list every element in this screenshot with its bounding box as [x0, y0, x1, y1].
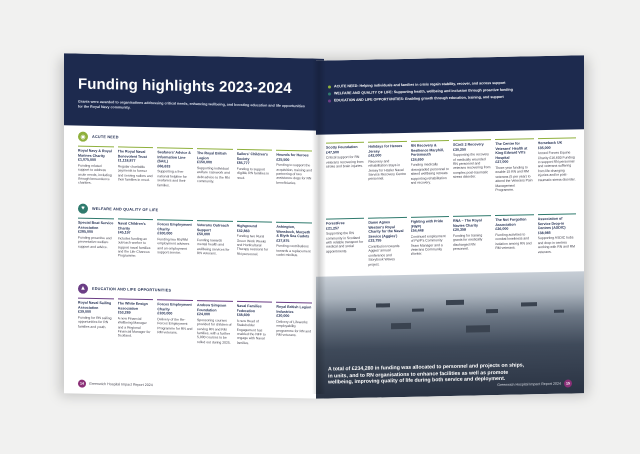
grant-description: Funding to support eligible RN families in need. [236, 166, 270, 180]
grant-name: Veterans Outreach Support [197, 223, 229, 232]
grant-card [453, 215, 491, 265]
grant-card [276, 302, 312, 347]
grant-card [411, 216, 449, 266]
grant-amount: £66,633 [157, 164, 171, 169]
right-page-header [316, 55, 584, 135]
left-page-header [64, 53, 324, 130]
grant-name: The Royal British Legion [197, 151, 227, 160]
grant-description: Delivery of the Re-Forces Employment Programme for RN and RM veterans. [157, 317, 193, 335]
acute-need-grid [78, 146, 312, 191]
ship-icon [391, 323, 411, 329]
grant-description: Supporting a free national helpline for seafarers and their families. [157, 169, 187, 188]
grant-card [495, 214, 533, 264]
grant-name: Royal Naval Sailing Association [78, 300, 112, 310]
grant-amount: £100,000 [157, 231, 173, 236]
grant-description: Funding contributions towards a replacement cadet minibus. [276, 244, 311, 258]
bullet-dot-icon [328, 92, 331, 95]
grant-card [197, 148, 233, 189]
grant-card [78, 298, 114, 343]
grant-description: Funding for RN sailing opportunities for RN families and youth. [78, 315, 112, 329]
right-page [316, 55, 584, 399]
grant-amount: £48,609 [236, 313, 250, 318]
grant-amount: £54,448 [410, 228, 424, 234]
grant-name: Dame Agnes Weston's Royal Charity for the Naval Service (Aggies') [368, 220, 404, 239]
grant-name: Seafarers' Advice & Information Line (SAIL) [157, 150, 191, 164]
grant-amount: £24,000 [197, 312, 210, 317]
ship-icon [346, 308, 356, 311]
grant-description: Recovery and rehabilitation stays in Jersey for Hasler Naval Service Recovery Centre personnel. [368, 159, 407, 182]
grant-card [368, 141, 406, 195]
grant-name: The Not Forgotten Association [495, 217, 527, 227]
left-page-footer [78, 380, 153, 390]
legend-text: EDUCATION AND LIFE OPPORTUNITIES: Enabling growth through education, training, and support [334, 94, 504, 103]
grant-amount: £37,875 [276, 238, 290, 243]
grant-name: Royal Navy & Royal Marines Charity [78, 148, 112, 158]
grant-amount: £42,863 [236, 228, 250, 233]
section-label: EDUCATION AND LIFE OPPORTUNITIES [92, 286, 172, 293]
grant-description: Funding towards mental health and wellbeing services for RN veterans. [197, 237, 230, 256]
section-acute-need [78, 132, 119, 143]
ship-icon [486, 309, 498, 313]
page-number: 14 [78, 380, 86, 388]
grant-name: Holidays for Heroes Jersey [368, 143, 403, 154]
grant-name: Andrew Simpson Foundation [197, 303, 227, 313]
grant-description: Funding medically downgraded personnel to attend wellbeing retreats supporting rehabilitation and recovery. [410, 162, 449, 185]
ship-icon [376, 303, 390, 307]
ship-icon [521, 302, 537, 306]
grant-amount: £150,000 [197, 160, 212, 165]
grant-amount: £100,000 [157, 311, 173, 316]
left-page [64, 53, 324, 398]
grant-amount: £47,500 [326, 149, 339, 155]
footer-text: Greenwich Hospital Impact Report 2024 [497, 381, 561, 388]
grant-name: Fighting with Pride (FWP) [410, 219, 443, 229]
grant-amount: £1,075,000 [78, 157, 96, 163]
graduation-cap-icon: ▲ [78, 284, 88, 294]
grant-description: Funding activities to combat loneliness and isolation among RN and RM veterans. [495, 232, 532, 251]
grant-amount: £53,289 [117, 310, 131, 315]
page-intro: Grants were awarded to organisations addressing critical needs, enhancing wellbeing, and boosting education and life opportunities for the Royal Navy community. [78, 99, 305, 110]
book-gutter [312, 60, 326, 394]
grant-name: Naval Families Federation [236, 303, 262, 313]
grant-card [368, 217, 406, 267]
grant-description: Delivery of Lifeworks employability programme for RN and RM veterans. [276, 319, 312, 338]
grant-card [276, 150, 312, 191]
grant-card [538, 137, 576, 191]
grant-name: Ashington, Wansbeck, Morpeth & Blyth Sea Cadets [276, 224, 311, 239]
welfare-grid [78, 218, 312, 263]
grant-name: ForestFree [326, 221, 345, 226]
grant-name: RNA – The Royal Navies Charity [452, 218, 482, 228]
grant-amount: £38,985 [537, 230, 551, 235]
grant-card [411, 140, 449, 194]
grant-description: Critical support for RN veterans recovering from stroke and brain injuries. [326, 155, 364, 169]
ship-icon [446, 300, 464, 305]
grant-description: Sponsoring courses provided for children of serving RN and RM families, with a further 5,000 courses to be rolled out during 2025. [197, 317, 232, 345]
grant-card [326, 142, 364, 196]
grant-description: Supporting the RN community in Scotland with reliable transport for medical and social appointments. [326, 231, 364, 254]
bullet-dot-icon [328, 99, 331, 102]
grant-card [453, 139, 491, 193]
grant-name: Hounds for Heroes [276, 152, 309, 158]
footer-text: Greenwich Hospital Impact Report 2024 [89, 381, 153, 388]
grant-amount: £20,358 [452, 227, 466, 233]
grant-description: Funding two RN/RM employment advisers and an employment support service. [157, 237, 190, 255]
grant-description: Supporting individual welfare casework and debt advice to the RN community. [197, 165, 230, 184]
ship-icon [554, 310, 564, 313]
grant-amount: £25,500 [276, 157, 290, 162]
acute-need-grid-continued [326, 137, 576, 196]
section-label: WELFARE AND QUALITY OF LIFE [92, 206, 159, 213]
category-legend [328, 79, 576, 105]
grant-description: Funding proactive and preventative welfare support and advice. [78, 235, 112, 249]
grant-card [326, 218, 364, 268]
grant-card [237, 149, 273, 190]
legend-text: ACUTE NEED: Helping individuals and families in crisis regain stability, recover, and access support [334, 80, 506, 89]
grant-description: Funding to support the acquisition, training and partnering of two assistance dogs for RN beneficiaries. [276, 162, 312, 185]
section-label: ACUTE NEED [92, 134, 119, 140]
grant-card [118, 298, 154, 343]
grant-name: Forces Employment Charity [157, 302, 192, 312]
grant-amount: £30,000 [276, 313, 290, 319]
grant-name: RN Recovery & Resilience Maryhill, Portsmouth [410, 143, 445, 158]
grant-amount: £42,000 [368, 153, 382, 158]
grant-description: Funding two Rural Green Work Weeks and Horticultural Therapy sessions for RN personnel. [236, 234, 269, 257]
grant-name: Naval Children's Charity [117, 221, 146, 231]
page-title: Funding highlights 2023-2024 [78, 75, 292, 98]
grant-amount: £21,257 [326, 225, 339, 231]
grant-card [118, 146, 154, 187]
grant-amount: £33,755 [368, 238, 382, 244]
grant-amount: £45,197 [117, 230, 131, 235]
grant-description: Armed Forces Equine Charity £16,600 Funding to support RN personnel and veterans suffering from life-changing injuries and/or post-traumatic stress disorder. [537, 150, 576, 182]
education-grid [78, 298, 312, 347]
bullet-dot-icon [328, 85, 331, 88]
grant-description: Three-year funding to enable 15 RN and RM veterans (5 per year) to attend the Veterans Pain Management Programme. [495, 165, 533, 193]
grant-amount: £39,000 [78, 309, 91, 315]
grant-description: Contribution towards Aggies' annual conference and Storybook Waves project. [368, 244, 400, 267]
grant-name: Scotty Foundation [326, 144, 358, 150]
grant-amount: £24,650 [410, 157, 424, 162]
legend-text: WELFARE AND QUALITY OF LIFE: Supporting health, wellbeing and inclusion through proactive funding [334, 87, 513, 96]
grant-name: Royal British Legion Industries [276, 304, 312, 314]
grant-amount: £50,000 [197, 232, 210, 237]
grant-amount: £85,777 [236, 161, 250, 166]
grant-description: A new Head of Stakeholder Engagement has enabled the NFF to engage with Naval families. [236, 318, 266, 345]
grant-name: SCinS 2 Recovery [452, 142, 484, 147]
grant-card [78, 146, 114, 187]
grant-name: Sailors' Children's Society [236, 151, 268, 161]
welfare-grid-continued [326, 213, 576, 267]
grant-card [78, 218, 114, 259]
grant-amount: £27,000 [495, 160, 509, 165]
spacer [250, 148, 310, 150]
grant-name: The Royal Naval Benevolent Trust [117, 149, 147, 159]
grant-description: Funding for training grants for medically discharged RN personnel. [452, 233, 483, 251]
grant-card [495, 138, 533, 192]
grant-name: Highground [236, 223, 258, 229]
grant-card [197, 220, 233, 261]
grant-card [157, 299, 193, 344]
grant-name: Horseback UK [537, 140, 563, 146]
grant-description: Regular charitable payments to former and serving sailors and their families in need. [117, 164, 153, 183]
grant-card [276, 222, 312, 263]
grant-name: Association of Service Drop-in Centres (ASDIC) [537, 216, 566, 231]
grant-description: Funding related support to address acute needs, including through benevolence charities. [78, 163, 112, 186]
photo-caption: A total of £234,280 in funding was allocated to personnel and projects on ships, in units, and to RN organisations to enhance facilities as well as promote wellbeing, improving quality of life during both service and deployment. [328, 362, 525, 386]
section-welfare [78, 204, 158, 216]
grant-description: Includes funding an outreach worker to support naval families and the Life Chances Programme. [117, 236, 151, 259]
grant-name: The White Ensign Association [117, 301, 148, 311]
heart-icon: ♥ [78, 204, 88, 214]
grant-card [237, 301, 273, 346]
grant-card [197, 300, 233, 345]
grant-description: A new Financial Wellbeing Manager and a Regional Financial Manager for Scotland. [117, 316, 151, 339]
right-page-footer [497, 379, 572, 389]
section-education [78, 284, 171, 296]
grant-card [237, 221, 273, 262]
grant-name: The Centre for Veterans' Health at King Edward VII's Hospital [495, 141, 528, 160]
grant-card [118, 218, 154, 259]
grant-amount: £285,000 [78, 229, 93, 235]
grant-card [538, 213, 576, 263]
grant-name: Special Boat Service Association [78, 220, 114, 230]
ship-icon [466, 325, 490, 333]
grant-name: Forces Employment Charity [157, 222, 192, 232]
lifebuoy-icon: ◉ [78, 132, 88, 142]
grant-amount: £26,000 [495, 226, 509, 232]
grant-amount: £35,000 [537, 145, 551, 150]
grant-description: Supporting ASDIC hubs and drop-in centres working with RN and RM veterans. [537, 235, 575, 254]
grant-description: Continued employment of FWP's Community Team Manager and a Veterans Community Worker. [410, 233, 446, 257]
ship-icon [412, 309, 424, 312]
page-number: 15 [564, 379, 572, 387]
grant-card [157, 219, 193, 260]
grant-card [157, 147, 193, 188]
grant-description: Supporting the recovery of medically wounded RN personnel and veterans recovering from complex post-traumatic stress disorder. [452, 152, 491, 180]
grant-amount: £30,250 [452, 147, 466, 152]
grant-amount: £1,118,877 [117, 158, 136, 163]
